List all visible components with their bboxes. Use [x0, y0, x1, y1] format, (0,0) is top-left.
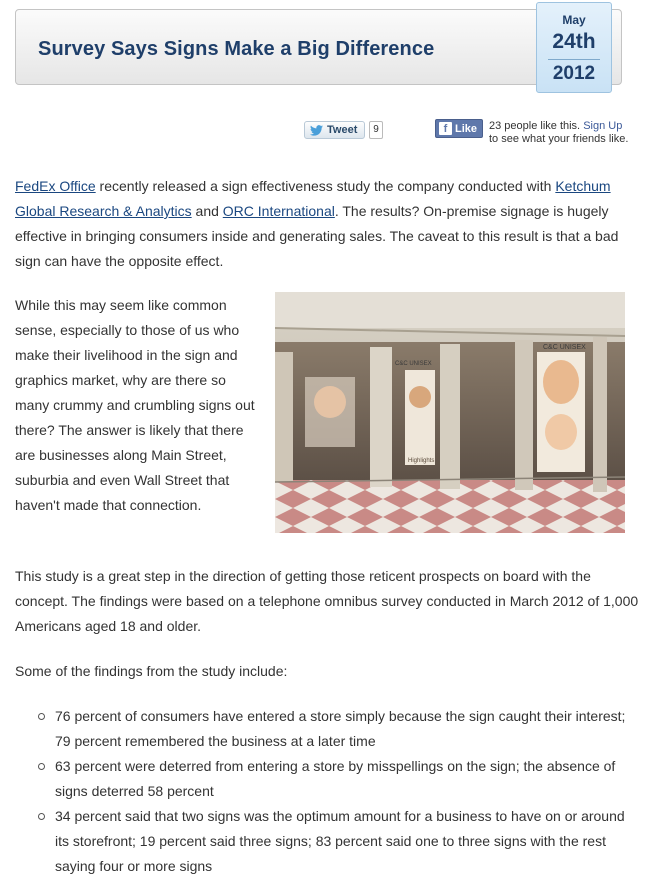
orc-international-link[interactable]: ORC International [222, 203, 335, 219]
list-item: 76 percent of consumers have entered a store simply because the sign caught their interest; 79 percent remembered the business at a later time [38, 704, 628, 754]
fedex-office-link[interactable]: FedEx Office [15, 178, 96, 194]
salon-storefront-image [275, 292, 625, 533]
salon-photo [275, 292, 625, 533]
poster-text: Highlights [408, 458, 435, 464]
like-cta: to see what your friends like. [489, 132, 629, 145]
date-year: 2012 [552, 63, 596, 84]
ketchum-link[interactable]: Ketchum Global Research & Analytics [15, 178, 611, 219]
tweet-count: 9 [369, 121, 383, 139]
signup-link[interactable]: Sign Up [583, 120, 623, 132]
intro-text-1: recently released a sign effectiveness study the company conducted with [95, 178, 556, 194]
post-date-badge [536, 2, 612, 93]
post-title[interactable]: Survey Says Signs Make a Big Difference [38, 38, 435, 60]
study-paragraph: This study is a great step in the direction of getting those reticent prospects on board with the concept. The findings were based on a telephone omnibus survey conducted in March 2012 of 1,000 Americans aged 18 and older. [15, 568, 639, 634]
like-label: Like [455, 122, 478, 135]
tweet-label: Tweet [327, 124, 358, 136]
salon-sign-left: C&C UNISEX [395, 361, 432, 367]
intro-paragraph [15, 174, 625, 274]
date-divider [548, 59, 600, 60]
findings-intro: Some of the findings from the study include: [15, 663, 288, 679]
date-day: 24th [552, 30, 596, 53]
intro-text-3: . The results? On-premise signage is hugely effective in bringing consumers inside and generating sales. The caveat to this result is that a bad sign can have the opposite effect. [15, 203, 619, 269]
list-item: 34 percent said that two signs was the optimum amount for a business to have on or around its storefront; 19 percent said three signs; 83 percent said one to three signs with the rest saying four or more signs [38, 804, 628, 879]
intro-text-2: and [191, 203, 223, 219]
facebook-like-button[interactable] [435, 119, 483, 138]
like-count: 23 people like this. [489, 120, 581, 132]
findings-list [38, 704, 628, 879]
twitter-bird-icon [310, 125, 323, 136]
like-count-text [489, 120, 629, 154]
post-title-box [15, 9, 622, 85]
salon-sign-right: C&C UNISEX [543, 344, 586, 351]
common-sense-paragraph: While this may seem like common sense, especially to those of us who make their livelihood in the sign and graphics market, why are there so many crummy and crumbling signs out there? The answer is likely that there are businesses along Main Street, suburbia and even Wall Street that haven't made that connection. [15, 297, 255, 513]
facebook-icon: f [439, 122, 452, 135]
date-month: May [562, 13, 586, 27]
tweet-button[interactable] [304, 121, 365, 139]
list-item: 63 percent were deterred from entering a store by misspellings on the sign; the absence of signs deterred 58 percent [38, 754, 628, 804]
